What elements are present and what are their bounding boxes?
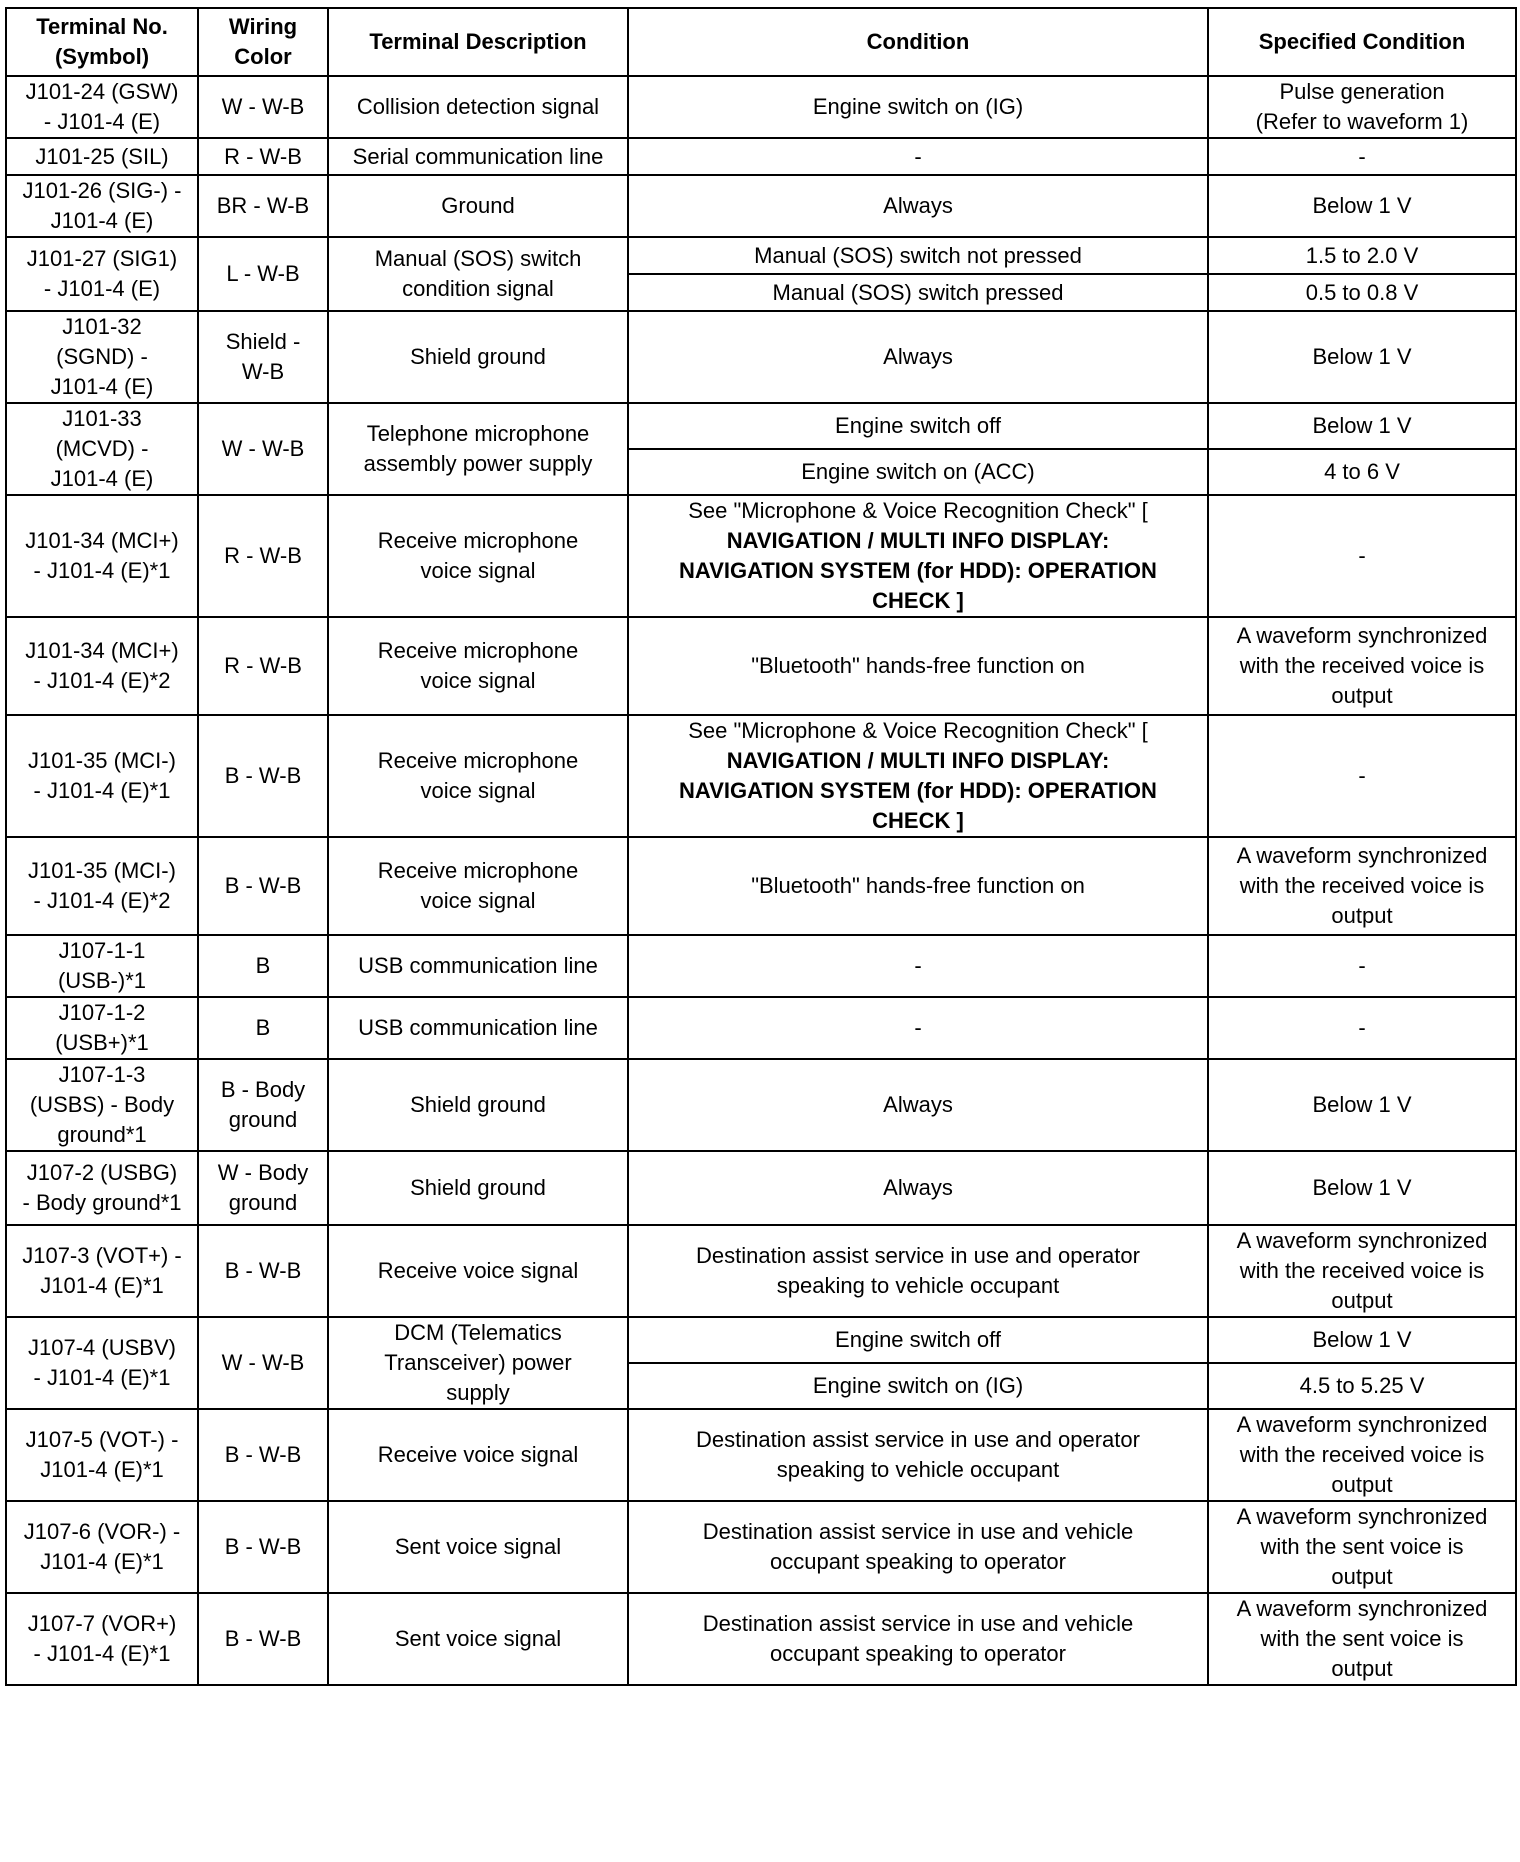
terminal-cell: J107-1-3 (USBS) - Body ground*1 — [6, 1059, 198, 1151]
specified-condition-cell: 4.5 to 5.25 V — [1208, 1363, 1516, 1409]
description-cell: USB communication line — [328, 935, 628, 997]
description-cell: DCM (Telematics Transceiver) power supply — [328, 1317, 628, 1409]
condition-text: See "Microphone & Voice Recognition Check" [ — [688, 498, 1148, 523]
description-cell: Manual (SOS) switch condition signal — [328, 237, 628, 311]
terminal-cell: J101-34 (MCI+) - J101-4 (E)*2 — [6, 617, 198, 715]
specified-condition-cell: A waveform synchronized with the sent voice is output — [1208, 1501, 1516, 1593]
header-terminal: Terminal No. (Symbol) — [6, 8, 198, 76]
description-cell: Shield ground — [328, 1059, 628, 1151]
specified-condition-cell: - — [1208, 495, 1516, 617]
terminal-cell: J101-26 (SIG-) - J101-4 (E) — [6, 175, 198, 237]
specified-condition-cell: - — [1208, 997, 1516, 1059]
description-cell: Shield ground — [328, 1151, 628, 1225]
condition-cell: Destination assist service in use and operator speaking to vehicle occupant — [628, 1409, 1208, 1501]
wiring-color-cell: R - W-B — [198, 138, 328, 175]
description-cell: Receive microphone voice signal — [328, 715, 628, 837]
description-cell: Ground — [328, 175, 628, 237]
table-row — [6, 1225, 1516, 1317]
table-row — [6, 138, 1516, 175]
description-cell: Receive microphone voice signal — [328, 495, 628, 617]
table-row — [6, 76, 1516, 138]
condition-cell: Manual (SOS) switch not pressed — [628, 237, 1208, 274]
condition-cell: Destination assist service in use and operator speaking to vehicle occupant — [628, 1225, 1208, 1317]
wiring-color-cell: R - W-B — [198, 617, 328, 715]
table-row — [6, 175, 1516, 237]
wiring-color-cell: W - W-B — [198, 403, 328, 495]
terminal-cell: J101-25 (SIL) — [6, 138, 198, 175]
terminal-cell: J107-2 (USBG) - Body ground*1 — [6, 1151, 198, 1225]
table-row — [6, 617, 1516, 715]
wiring-color-cell: B - W-B — [198, 1501, 328, 1593]
specified-condition-cell: - — [1208, 935, 1516, 997]
description-cell: Shield ground — [328, 311, 628, 403]
table-row — [6, 1151, 1516, 1225]
terminal-cell: J101-32 (SGND) - J101-4 (E) — [6, 311, 198, 403]
condition-cell — [628, 715, 1208, 837]
terminal-cell: J107-4 (USBV) - J101-4 (E)*1 — [6, 1317, 198, 1409]
specified-condition-cell: Below 1 V — [1208, 1317, 1516, 1363]
condition-cell: "Bluetooth" hands-free function on — [628, 837, 1208, 935]
header-row — [6, 8, 1516, 76]
description-cell: Receive microphone voice signal — [328, 837, 628, 935]
wiring-color-cell: W - Body ground — [198, 1151, 328, 1225]
description-cell: Sent voice signal — [328, 1593, 628, 1685]
wiring-color-cell: B - Body ground — [198, 1059, 328, 1151]
condition-cell: Engine switch off — [628, 403, 1208, 449]
terminal-table — [5, 7, 1517, 1686]
wiring-color-cell: Shield - W-B — [198, 311, 328, 403]
specified-condition-cell: - — [1208, 715, 1516, 837]
wiring-color-cell: B - W-B — [198, 1593, 328, 1685]
terminal-cell: J101-33 (MCVD) - J101-4 (E) — [6, 403, 198, 495]
table-row — [6, 1409, 1516, 1501]
specified-condition-cell: 0.5 to 0.8 V — [1208, 274, 1516, 311]
wiring-color-cell: R - W-B — [198, 495, 328, 617]
wiring-color-cell: B - W-B — [198, 1409, 328, 1501]
condition-reference: NAVIGATION / MULTI INFO DISPLAY: NAVIGATION SYSTEM (for HDD): OPERATION CHECK ] — [679, 748, 1157, 833]
description-cell: Receive microphone voice signal — [328, 617, 628, 715]
description-cell: Collision detection signal — [328, 76, 628, 138]
table-row — [6, 935, 1516, 997]
specified-condition-cell: Below 1 V — [1208, 311, 1516, 403]
specified-condition-cell: A waveform synchronized with the sent voice is output — [1208, 1593, 1516, 1685]
condition-cell: - — [628, 138, 1208, 175]
table-row — [6, 495, 1516, 617]
specified-condition-cell: - — [1208, 138, 1516, 175]
specified-condition-cell: Below 1 V — [1208, 1151, 1516, 1225]
description-cell: Receive voice signal — [328, 1225, 628, 1317]
specified-condition-cell: 4 to 6 V — [1208, 449, 1516, 495]
terminal-cell: J101-27 (SIG1) - J101-4 (E) — [6, 237, 198, 311]
wiring-color-cell: W - W-B — [198, 1317, 328, 1409]
wiring-color-cell: B - W-B — [198, 837, 328, 935]
specified-condition-cell: Below 1 V — [1208, 403, 1516, 449]
condition-cell: - — [628, 935, 1208, 997]
terminal-cell: J107-3 (VOT+) - J101-4 (E)*1 — [6, 1225, 198, 1317]
specified-condition-cell: A waveform synchronized with the received voice is output — [1208, 1409, 1516, 1501]
specified-condition-cell: Below 1 V — [1208, 1059, 1516, 1151]
condition-text: See "Microphone & Voice Recognition Check" [ — [688, 718, 1148, 743]
terminal-cell: J101-24 (GSW) - J101-4 (E) — [6, 76, 198, 138]
specified-condition-cell: 1.5 to 2.0 V — [1208, 237, 1516, 274]
terminal-cell: J107-1-1 (USB-)*1 — [6, 935, 198, 997]
terminal-cell: J107-7 (VOR+) - J101-4 (E)*1 — [6, 1593, 198, 1685]
header-condition: Condition — [628, 8, 1208, 76]
table-row — [6, 403, 1516, 449]
condition-cell: Destination assist service in use and vehicle occupant speaking to operator — [628, 1501, 1208, 1593]
table-row — [6, 1059, 1516, 1151]
specified-condition-cell: Below 1 V — [1208, 175, 1516, 237]
condition-cell: - — [628, 997, 1208, 1059]
description-cell: Serial communication line — [328, 138, 628, 175]
table-row — [6, 997, 1516, 1059]
terminal-cell: J101-35 (MCI-) - J101-4 (E)*1 — [6, 715, 198, 837]
header-specified-condition: Specified Condition — [1208, 8, 1516, 76]
header-terminal-description: Terminal Description — [328, 8, 628, 76]
description-cell: Receive voice signal — [328, 1409, 628, 1501]
specified-condition-cell: Pulse generation (Refer to waveform 1) — [1208, 76, 1516, 138]
specified-condition-cell: A waveform synchronized with the received voice is output — [1208, 1225, 1516, 1317]
condition-cell: Always — [628, 175, 1208, 237]
wiring-color-cell: W - W-B — [198, 76, 328, 138]
terminal-cell: J107-5 (VOT-) - J101-4 (E)*1 — [6, 1409, 198, 1501]
terminal-cell: J107-1-2 (USB+)*1 — [6, 997, 198, 1059]
table-row — [6, 311, 1516, 403]
header-wiring-color: Wiring Color — [198, 8, 328, 76]
specified-condition-cell: A waveform synchronized with the received voice is output — [1208, 837, 1516, 935]
terminal-cell: J101-35 (MCI-) - J101-4 (E)*2 — [6, 837, 198, 935]
wiring-color-cell: L - W-B — [198, 237, 328, 311]
wiring-color-cell: B — [198, 935, 328, 997]
table-row — [6, 715, 1516, 837]
wiring-color-cell: B - W-B — [198, 1225, 328, 1317]
table-row — [6, 237, 1516, 274]
condition-cell: Engine switch off — [628, 1317, 1208, 1363]
condition-cell: Manual (SOS) switch pressed — [628, 274, 1208, 311]
condition-cell: Always — [628, 1059, 1208, 1151]
table-row — [6, 837, 1516, 935]
description-cell: USB communication line — [328, 997, 628, 1059]
wiring-color-cell: BR - W-B — [198, 175, 328, 237]
condition-cell: Engine switch on (ACC) — [628, 449, 1208, 495]
condition-cell: Destination assist service in use and vehicle occupant speaking to operator — [628, 1593, 1208, 1685]
condition-cell: "Bluetooth" hands-free function on — [628, 617, 1208, 715]
condition-cell: Always — [628, 1151, 1208, 1225]
terminal-cell: J107-6 (VOR-) - J101-4 (E)*1 — [6, 1501, 198, 1593]
table-row — [6, 1593, 1516, 1685]
table-body — [6, 76, 1516, 1685]
specified-condition-cell: A waveform synchronized with the received voice is output — [1208, 617, 1516, 715]
wiring-color-cell: B — [198, 997, 328, 1059]
description-cell: Telephone microphone assembly power supply — [328, 403, 628, 495]
condition-cell — [628, 495, 1208, 617]
wiring-color-cell: B - W-B — [198, 715, 328, 837]
condition-cell: Always — [628, 311, 1208, 403]
table-row — [6, 1317, 1516, 1363]
description-cell: Sent voice signal — [328, 1501, 628, 1593]
table-row — [6, 1501, 1516, 1593]
terminal-cell: J101-34 (MCI+) - J101-4 (E)*1 — [6, 495, 198, 617]
condition-reference: NAVIGATION / MULTI INFO DISPLAY: NAVIGATION SYSTEM (for HDD): OPERATION CHECK ] — [679, 528, 1157, 613]
condition-cell: Engine switch on (IG) — [628, 1363, 1208, 1409]
condition-cell: Engine switch on (IG) — [628, 76, 1208, 138]
